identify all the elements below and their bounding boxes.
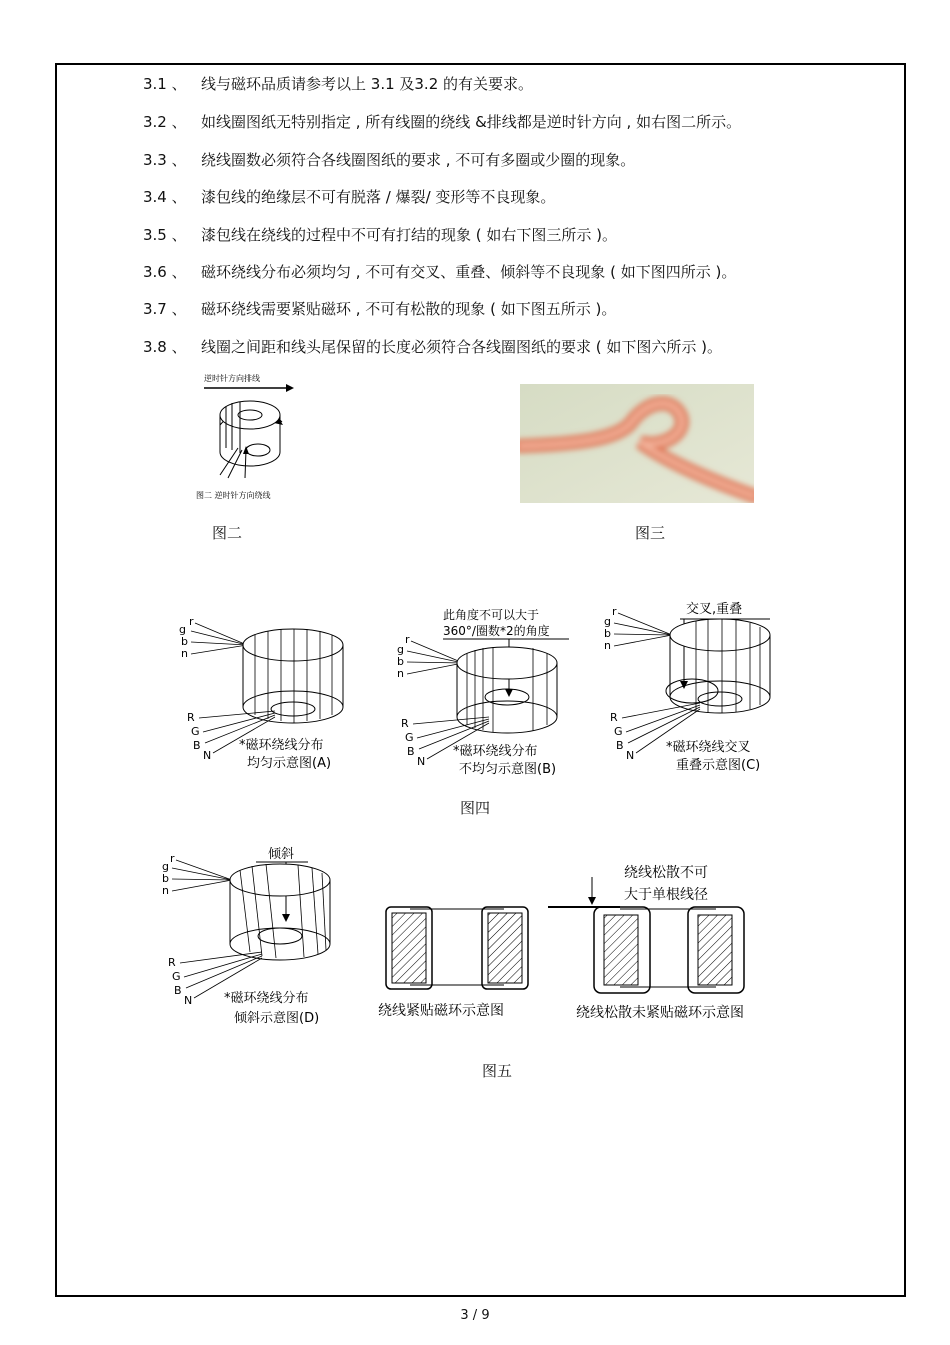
figure-4b-uneven-winding xyxy=(393,605,578,777)
svg-text:R: R xyxy=(168,956,176,969)
figure-5-caption: 图五 xyxy=(482,1062,513,1080)
svg-text:均匀示意图(A): 均匀示意图(A) xyxy=(247,756,332,771)
list-item: 3.8 、 线圈之间距和线头尾保留的长度必须符合各线圈图纸的要求 ( 如下图六所示 )。 xyxy=(143,338,723,356)
svg-text:n: n xyxy=(604,639,611,652)
page-number: 3 / 9 xyxy=(460,1308,490,1323)
svg-text:绕线紧贴磁环示意图: 绕线紧贴磁环示意图 xyxy=(378,1003,504,1019)
svg-text:N: N xyxy=(417,755,426,768)
figure-4a-even-winding xyxy=(175,615,360,775)
svg-text:b: b xyxy=(181,635,188,648)
svg-text:B: B xyxy=(174,984,182,997)
svg-text:r: r xyxy=(405,633,410,646)
svg-text:r: r xyxy=(189,615,194,628)
svg-text:*磁环绕线交叉: *磁环绕线交叉 xyxy=(666,740,751,755)
svg-text:g: g xyxy=(162,860,169,873)
figure-2-caption: 图二 xyxy=(212,524,243,542)
svg-text:G: G xyxy=(405,731,414,744)
figure-2-ccw-winding xyxy=(190,370,310,505)
svg-text:g: g xyxy=(604,615,611,628)
svg-text:N: N xyxy=(626,749,635,762)
figure-4c-crossed-winding xyxy=(600,595,790,783)
svg-text:B: B xyxy=(407,745,415,758)
list-item: 3.5 、 漆包线在绕线的过程中不可有打结的现象 ( 如右下图三所示 )。 xyxy=(143,226,618,244)
list-item: 3.2 、 如线圈图纸无特别指定 , 所有线圈的绕线 &排线都是逆时针方向 , 如右图二所示。 xyxy=(143,113,742,131)
svg-text:图二 逆时针方向绕线: 图二 逆时针方向绕线 xyxy=(196,491,271,500)
svg-text:g: g xyxy=(397,643,404,656)
svg-text:*磁环绕线分布: *磁环绕线分布 xyxy=(239,738,324,753)
svg-text:不均匀示意图(B): 不均匀示意图(B) xyxy=(459,762,557,777)
svg-text:B: B xyxy=(616,739,624,752)
list-item: 3.4 、 漆包线的绝缘层不可有脱落 / 爆裂/ 变形等不良现象。 xyxy=(143,188,556,206)
svg-text:G: G xyxy=(191,725,200,738)
svg-text:重叠示意图(C): 重叠示意图(C) xyxy=(676,758,761,773)
svg-text:n: n xyxy=(397,667,404,680)
svg-text:g: g xyxy=(179,623,186,636)
list-item: 3.6 、 磁环绕线分布必须均匀 , 不可有交叉、重叠、倾斜等不良现象 ( 如下图四所示 )。 xyxy=(143,263,737,281)
svg-text:G: G xyxy=(614,725,623,738)
svg-text:*磁环绕线分布: *磁环绕线分布 xyxy=(224,991,309,1006)
svg-text:倾斜示意图(D): 倾斜示意图(D) xyxy=(234,1011,320,1026)
svg-text:360°/圈数*2的角度: 360°/圈数*2的角度 xyxy=(443,624,550,638)
figure-5-winding-cross-sections xyxy=(370,855,800,1030)
svg-text:n: n xyxy=(181,647,188,660)
svg-text:交叉,重叠: 交叉,重叠 xyxy=(686,602,743,617)
svg-text:此角度不可以大于: 此角度不可以大于 xyxy=(443,608,540,622)
svg-text:逆时针方向排线: 逆时针方向排线 xyxy=(204,374,260,383)
svg-text:绕线松散不可: 绕线松散不可 xyxy=(624,865,708,881)
svg-text:N: N xyxy=(184,994,193,1007)
svg-text:r: r xyxy=(612,605,617,618)
svg-text:b: b xyxy=(604,627,611,640)
svg-text:R: R xyxy=(401,717,409,730)
svg-text:b: b xyxy=(162,872,169,885)
figure-3-knot-photo xyxy=(520,384,754,503)
list-item: 3.3 、 绕线圈数必须符合各线圈图纸的要求 , 不可有多圈或少圈的现象。 xyxy=(143,151,636,169)
svg-text:绕线松散未紧贴磁环示意图: 绕线松散未紧贴磁环示意图 xyxy=(576,1005,744,1021)
svg-text:r: r xyxy=(170,852,175,865)
svg-text:n: n xyxy=(162,884,169,897)
svg-text:G: G xyxy=(172,970,181,983)
figure-3-caption: 图三 xyxy=(635,524,666,542)
svg-text:R: R xyxy=(187,711,195,724)
svg-text:b: b xyxy=(397,655,404,668)
list-item: 3.1 、 线与磁环品质请参考以上 3.1 及3.2 的有关要求。 xyxy=(143,75,534,93)
svg-text:倾斜: 倾斜 xyxy=(268,847,295,862)
list-item: 3.7 、 磁环绕线需要紧贴磁环 , 不可有松散的现象 ( 如下图五所示 )。 xyxy=(143,300,617,318)
svg-text:N: N xyxy=(203,749,212,762)
figure-4-caption: 图四 xyxy=(460,799,491,817)
svg-text:大于单根线径: 大于单根线径 xyxy=(624,887,708,903)
figure-5d-tilted-winding xyxy=(158,840,358,1032)
svg-text:*磁环绕线分布: *磁环绕线分布 xyxy=(453,744,538,759)
svg-text:R: R xyxy=(610,711,618,724)
svg-text:B: B xyxy=(193,739,201,752)
